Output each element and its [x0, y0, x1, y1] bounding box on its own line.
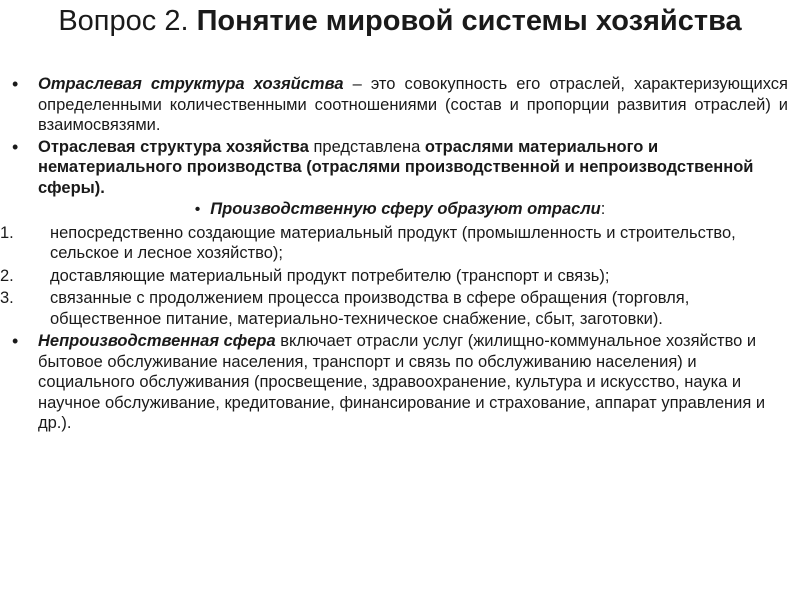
item-number: 2. [0, 266, 14, 285]
bullet-text: – это совокупность его отраслей, характеризующихся определенными количественными соотношениями (состав и пропорции развития отраслей) и взаимосвязями. [38, 75, 788, 134]
sub-bullet-text: Производственную сферу образуют отрасли [210, 200, 601, 218]
bullet-item [0, 331, 800, 434]
title-main: Понятие мировой системы хозяйства [196, 5, 742, 37]
bullet-dot: • [12, 331, 19, 351]
bullet-item [0, 137, 800, 199]
bullet-dot: • [12, 136, 19, 157]
numbered-item [0, 266, 800, 287]
bullet-term: Отраслевая структура хозяйства [38, 75, 344, 93]
bullet-item [0, 74, 800, 136]
slide-title [40, 4, 760, 39]
slide-content [0, 74, 800, 435]
item-text: связанные с продолжением процесса производства в сфере обращения (торговля, общественное питание, материально-техническое снабжение, сбыт, заготовки). [50, 289, 690, 328]
bullet-term: Непроизводственная сфера [38, 332, 276, 350]
numbered-item [0, 223, 800, 264]
bullet-bold-tail: отраслями материального и нематериального производства (отраслями производственной и непроизводственной сферы). [38, 137, 754, 197]
bullet-dot: • [12, 74, 19, 94]
sub-bullet-dot: • [194, 201, 201, 218]
item-number: 1. [0, 223, 14, 242]
title-prefix: Вопрос 2. [58, 5, 197, 37]
bullet-text: представлена [308, 137, 425, 156]
numbered-item [0, 288, 800, 329]
item-number: 3. [0, 289, 14, 307]
sub-bullet [0, 199, 800, 221]
item-text: доставляющие материальный продукт потребителю (транспорт и связь); [50, 266, 610, 285]
bullet-text: включает отрасли услуг (жилищно-коммунальное хозяйство и бытовое обслуживание населения, транспорт и связь по обслуживанию населения) и социального обслуживания (просвещение, здравоохранение, культура и искусство, наука и научное обслуживание, кредитование, финансирование и страхование, аппарат управления и др.). [38, 332, 766, 432]
bullet-term: Отраслевая структура хозяйства [38, 137, 309, 156]
item-text: непосредственно создающие материальный продукт (промышленность и строительство, сельское и лесное хозяйство); [50, 223, 736, 262]
sub-bullet-colon: : [600, 200, 606, 218]
